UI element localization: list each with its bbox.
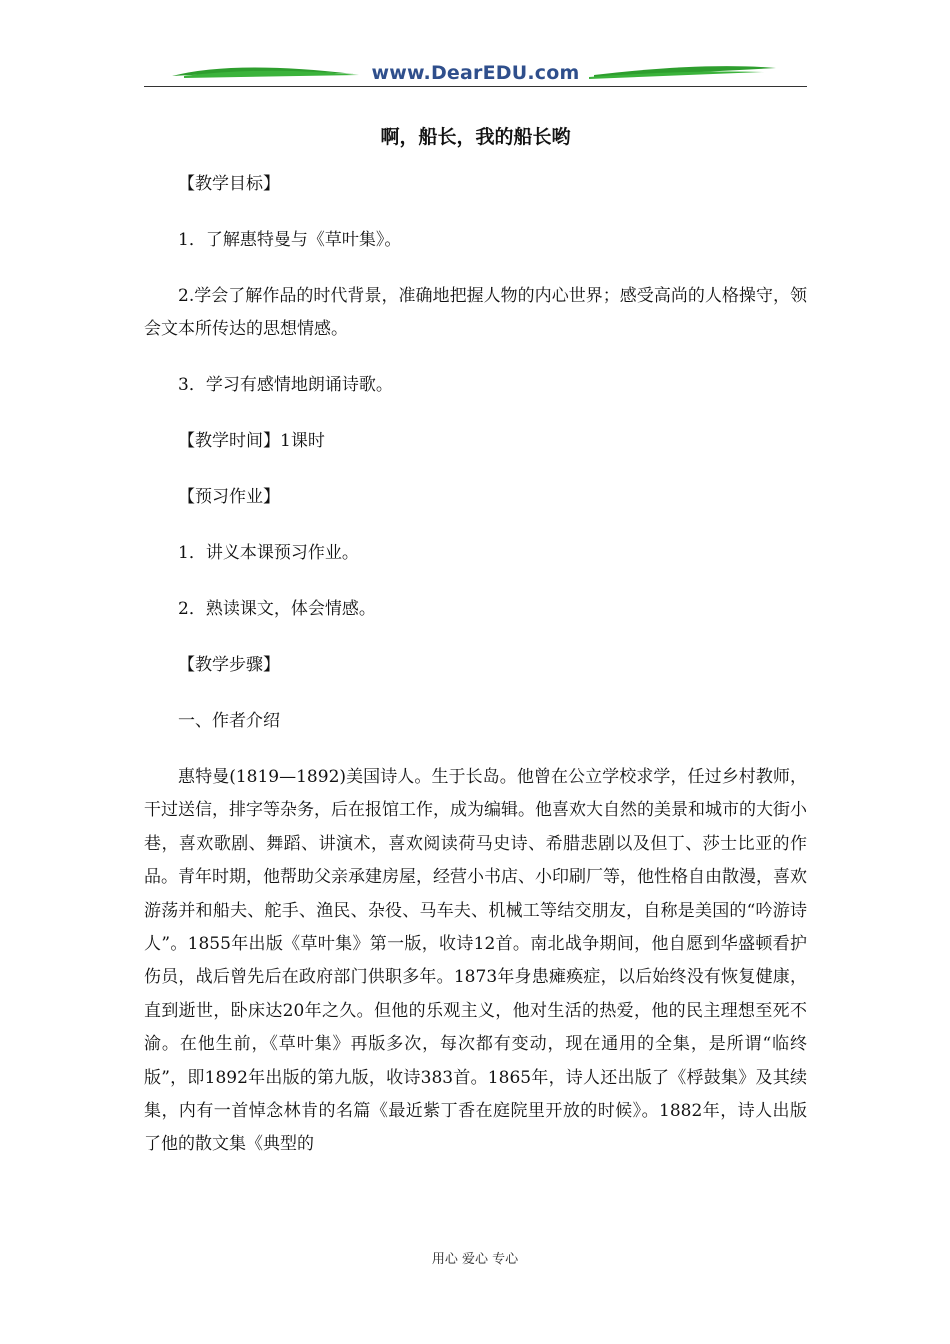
paragraph: 1．讲义本课预习作业。 <box>178 543 359 563</box>
paragraph: 【教学目标】 <box>178 174 280 194</box>
paragraph: 2.学会了解作品的时代背景，准确地把握人物的内心世界；感受高尚的人格操守，领会文本所传达的思想情感。 <box>144 286 807 339</box>
site-header <box>144 54 807 94</box>
body-paragraph: 惠特曼(1819—1892)美国诗人。生于长岛。他曾在公立学校求学，任过乡村教师，干过送信，排字等杂务，后在报馆工作，成为编辑。他喜欢大自然的美景和城市的大街小巷，喜欢歌剧、舞蹈、讲演术，喜欢阅读荷马史诗、希腊悲剧以及但丁、莎士比亚的作品。青年时期，他帮助父亲承建房屋，经营小书店、小印刷厂等，他性格自由散漫，喜欢游荡并和船夫、舵手、渔民、杂役、马车夫、机械工等结交朋友，自称是美国的“吟游诗人”。1855年出版《草叶集》第一版，收诗12首。南北战争期间，他自愿到华盛顿看护伤员，战后曾先后在政府部门供职多年。1873年身患瘫痪症，以后始终没有恢复健康，直到逝世，卧床达20年之久。但他的乐观主义，他对生活的热爱，他的民主理想至死不渝。在他生前，《草叶集》再版多次，每次都有变动，现在通用的全集，是所谓“临终版”，即1892年出版的第九版，收诗383首。1865年，诗人还出版了《桴鼓集》及其续集，内有一首悼念林肯的名篇《最近紫丁香在庭院里开放的时候》。1882年，诗人出版了他的散文集《典型的 <box>144 767 807 1155</box>
paragraph: 2．熟读课文，体会情感。 <box>178 599 376 619</box>
paragraph: 【预习作业】 <box>178 487 280 507</box>
paragraph: 一、作者介绍 <box>178 711 280 731</box>
site-url: www.DearEDU.com <box>144 62 807 84</box>
header-divider <box>144 86 807 87</box>
paragraph: 1．了解惠特曼与《草叶集》。 <box>178 230 402 250</box>
page-footer: 用心 爱心 专心 <box>431 1252 519 1267</box>
paragraph: 3．学习有感情地朗诵诗歌。 <box>178 375 393 395</box>
document-title: 啊，船长，我的船长哟 <box>380 126 571 148</box>
paragraph: 【教学步骤】 <box>178 655 280 675</box>
paragraph: 【教学时间】1课时 <box>178 431 325 451</box>
document-body <box>144 118 807 1162</box>
